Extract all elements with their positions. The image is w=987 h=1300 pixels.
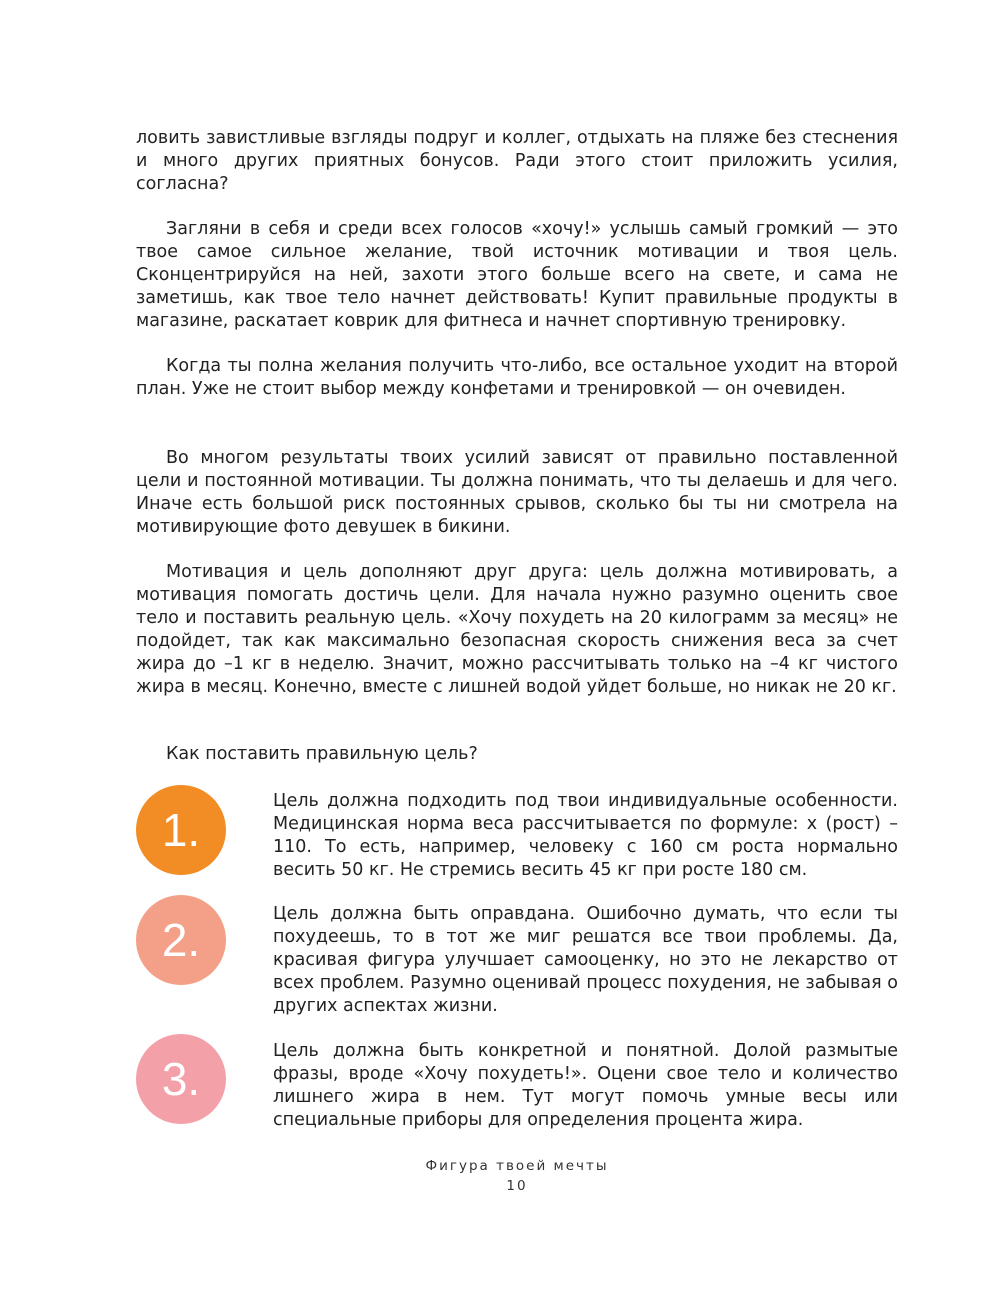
paragraph-realistic-goal: Мотивация и цель дополняют друг друга: цель должна мотивировать, а мотивация помогать достичь цели. Для начала нужно разумно оценить свое тело и поставить реальную цель. «Хочу похудеть на 20 килограмм за месяц» не подойдет, так как максимально безопасная скорость снижения веса за счет жира до –1 кг в неделю. Значит, можно рассчитывать только на –4 кг чистого жира в месяц. Конечно, вместе с лишней водой уйдет больше, но никак не 20 кг. [136, 562, 898, 697]
list-heading: Как поставить правильную цель? [166, 744, 478, 764]
list-item-3-text: Цель должна быть конкретной и понятной. Долой размытые фразы, вроде «Хочу похудеть!». Оцени свое тело и количество лишнего жира в нем. Тут могут помочь умные весы или специальные приборы для определения процента жира. [273, 1041, 898, 1130]
footer-book-title: Фигура твоей мечты [425, 1158, 609, 1174]
paragraph-continuation: ловить завистливые взгляды подруг и коллег, отдыхать на пляже без стеснения и много других приятных бонусов. Ради этого стоит приложить усилия, согласна? [136, 128, 898, 194]
footer-page-number: 10 [506, 1178, 528, 1194]
paragraph-motivation-source: Загляни в себя и среди всех голосов «хочу!» услышь самый громкий — это твое самое сильное желание, твой источник мотивации и твоя цель. Сконцентрируйся на ней, захоти этого больше всего на свете, и сама не заметишь, как твое тело начнет действовать! Купит правильные продукты в магазине, раскатает коврик для фитнеса и начнет спортивную тренировку. [136, 219, 898, 331]
paragraph-desire: Когда ты полна желания получить что-либо, все остальное уходит на второй план. Уже не стоит выбор между конфетами и тренировкой — он очевиден. [136, 356, 898, 399]
list-item-1-text: Цель должна подходить под твои индивидуальные особенности. Медицинская норма веса рассчитывается по формуле: x (рост) – 110. То есть, например, человеку с 160 см роста нормально весить 50 кг. Не стремись весить 45 кг при росте 180 см. [273, 791, 898, 880]
list-number-badge-1: 1. [136, 785, 226, 875]
list-number-badge-2: 2. [136, 895, 226, 985]
list-item-2-text: Цель должна быть оправдана. Ошибочно думать, что если ты похудеешь, то в тот же миг решатся все твои проблемы. Да, красивая фигура улучшает самооценку, но это не лекарство от всех проблем. Разумно оценивай процесс похудения, не забывая о других аспектах жизни. [273, 904, 898, 1016]
paragraph-goal-importance: Во многом результаты твоих усилий зависят от правильно поставленной цели и постоянной мотивации. Ты должна понимать, что ты делаешь и для чего. Иначе есть большой риск постоянных срывов, сколько бы ты ни смотрела на мотивирующие фото девушек в бикини. [136, 448, 898, 537]
list-number-badge-3: 3. [136, 1034, 226, 1124]
